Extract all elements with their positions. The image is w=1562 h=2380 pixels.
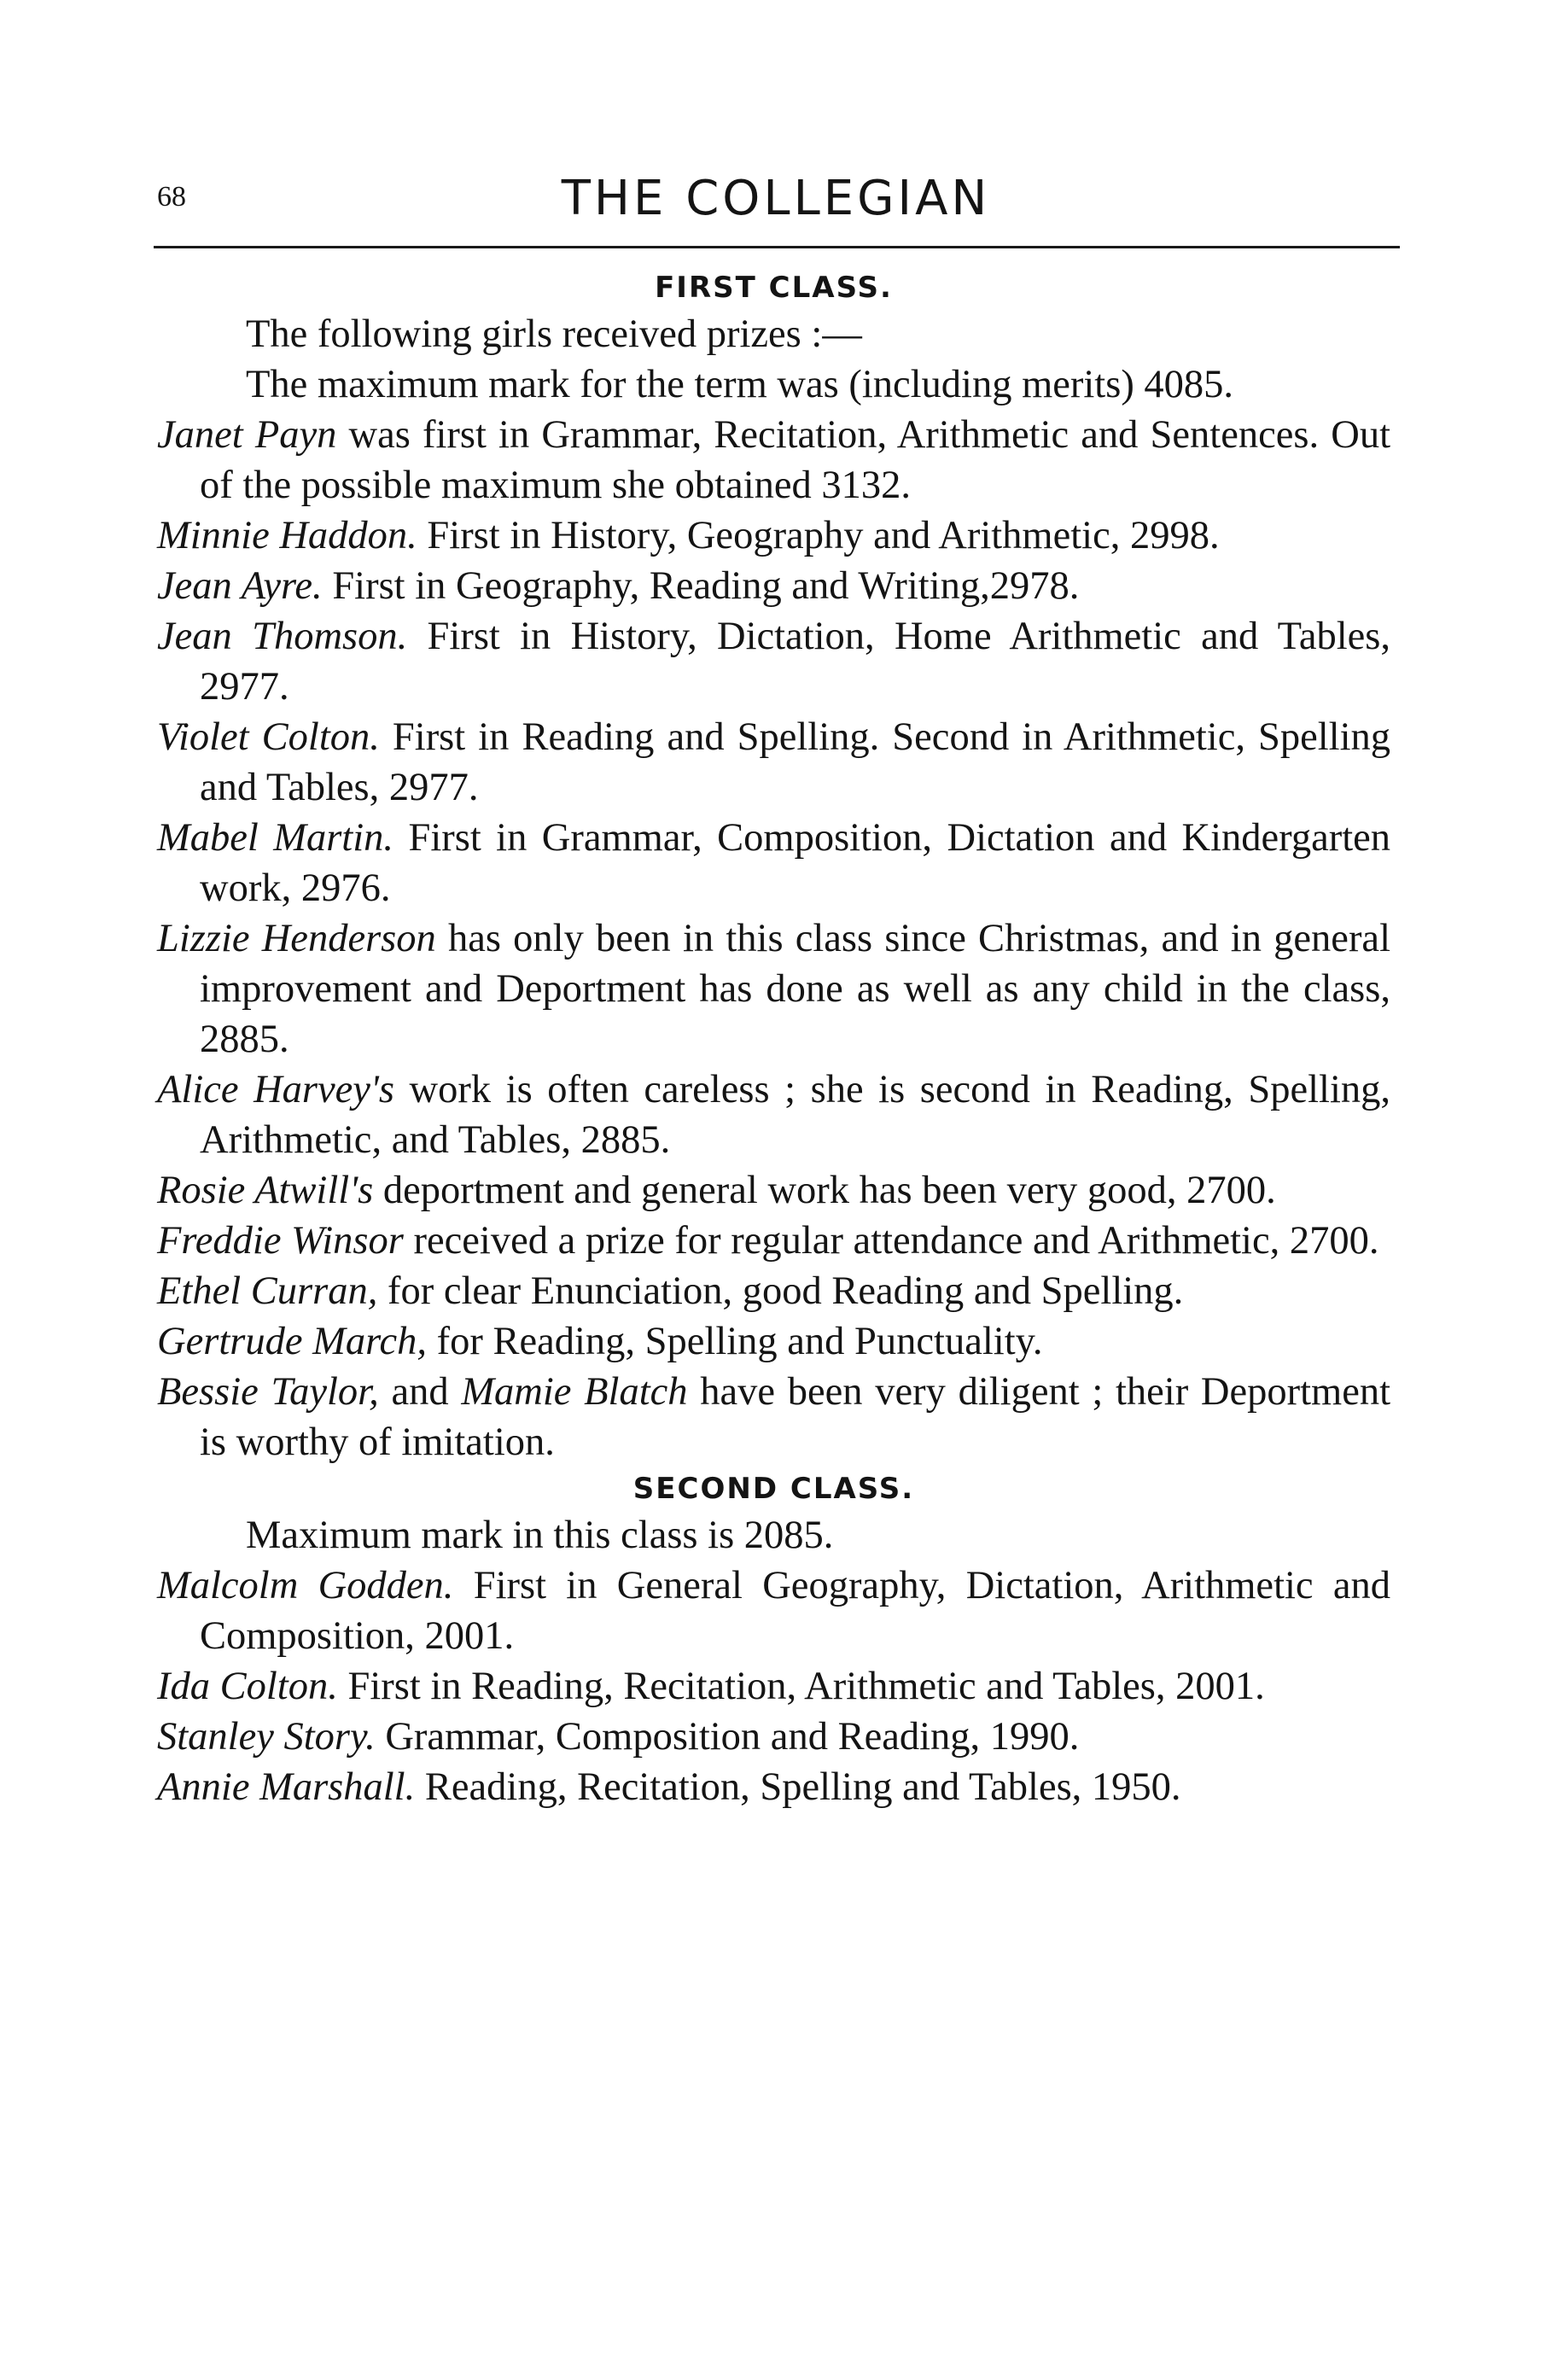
entry-text: deportment and general work has been very good, 2700. <box>373 1169 1276 1212</box>
entry-text: received a prize for regular attendance and Arithmetic, 2700. <box>403 1219 1379 1263</box>
entry-text: First in General Geography, Dictation, Arithmetic and Composition, 2001. <box>200 1564 1390 1658</box>
second-class-heading: SECOND CLASS. <box>632 1472 915 1506</box>
first-class-heading: FIRST CLASS. <box>655 271 893 305</box>
second-class-max-mark: Maximum mark in this class is 2085. <box>246 1514 834 1557</box>
entry-text: First in Grammar, Composition, Dictation and Kindergarten work, 2976. <box>200 816 1390 910</box>
entry-text: for Reading, Spelling and Punctuality. <box>426 1320 1043 1363</box>
first-class-intro: The following girls received prizes :— <box>246 312 862 356</box>
entry-text: have been very diligent ; their Deportment is worthy of imitation. <box>200 1370 1391 1464</box>
entry-text: work is often careless ; she is second in Reading, Spelling, Arithmetic, and Tables, 2885. <box>200 1068 1390 1162</box>
student-name: Minnie Haddon. <box>157 514 417 557</box>
student-name: Janet Payn <box>157 413 337 457</box>
list-item <box>157 611 1390 712</box>
list-item <box>157 1367 1390 1467</box>
first-class-max-mark: The maximum mark for the term was (including merits) 4085. <box>246 363 1234 406</box>
entry-text: First in Reading and Spelling. Second in Arithmetic, Spelling and Tables, 2977. <box>200 715 1391 809</box>
entry-text: First in History, Geography and Arithmetic, 2998. <box>417 514 1220 557</box>
student-name: Alice Harvey's <box>157 1068 394 1111</box>
student-name: Ida Colton. <box>157 1665 338 1708</box>
page-body <box>157 266 1390 1812</box>
student-name: Lizzie Henderson <box>157 917 436 960</box>
entry-text: for clear Enunciation, good Reading and Spelling. <box>377 1269 1184 1313</box>
student-name: Rosie Atwill's <box>157 1169 374 1212</box>
student-name: Violet Colton. <box>157 715 380 759</box>
student-name: Ethel Curran, <box>157 1269 378 1313</box>
page-number: 68 <box>157 181 186 213</box>
student-name: Malcolm Godden. <box>157 1564 454 1607</box>
list-item <box>157 1216 1390 1266</box>
running-title: THE COLLEGIAN <box>561 171 991 226</box>
entry-text: Grammar, Composition and Reading, 1990. <box>375 1715 1080 1759</box>
list-item <box>157 1712 1390 1762</box>
list-item <box>157 913 1390 1065</box>
page-header <box>157 171 1395 239</box>
entry-text: First in Geography, Reading and Writing,2978. <box>322 564 1080 608</box>
list-item <box>157 813 1390 913</box>
list-item <box>157 1661 1390 1712</box>
list-item <box>157 410 1390 510</box>
student-name: Gertrude March, <box>157 1320 427 1363</box>
entry-text: has only been in this class since Christmas, and in general improvement and Deportment has done as well as any child in the class, 2885. <box>200 917 1390 1061</box>
entry-text: and <box>378 1370 462 1414</box>
student-name: Bessie Taylor, <box>157 1370 379 1414</box>
entry-text: was first in Grammar, Recitation, Arithmetic and Sentences. Out of the possible maximum she obtained 3132. <box>200 413 1391 507</box>
list-item <box>157 510 1390 561</box>
student-name: Mamie Blatch <box>461 1370 688 1414</box>
entry-text: First in History, Dictation, Home Arithmetic and Tables, 2977. <box>200 615 1390 709</box>
header-rule <box>154 246 1400 248</box>
list-item <box>157 1762 1390 1812</box>
list-item <box>157 712 1390 813</box>
list-item <box>157 561 1390 611</box>
student-name: Annie Marshall. <box>157 1765 416 1809</box>
list-item <box>157 1165 1390 1216</box>
entry-text: Reading, Recitation, Spelling and Tables, 1950. <box>415 1765 1181 1809</box>
list-item <box>157 1560 1390 1661</box>
list-item <box>157 1266 1390 1316</box>
student-name: Mabel Martin. <box>157 816 394 860</box>
student-name: Stanley Story. <box>157 1715 376 1759</box>
list-item <box>157 1065 1390 1165</box>
entry-text: First in Reading, Recitation, Arithmetic and Tables, 2001. <box>337 1665 1265 1708</box>
list-item <box>157 1316 1390 1367</box>
student-name: Jean Thomson. <box>157 615 408 658</box>
student-name: Freddie Winsor <box>157 1219 404 1263</box>
student-name: Jean Ayre. <box>157 564 323 608</box>
